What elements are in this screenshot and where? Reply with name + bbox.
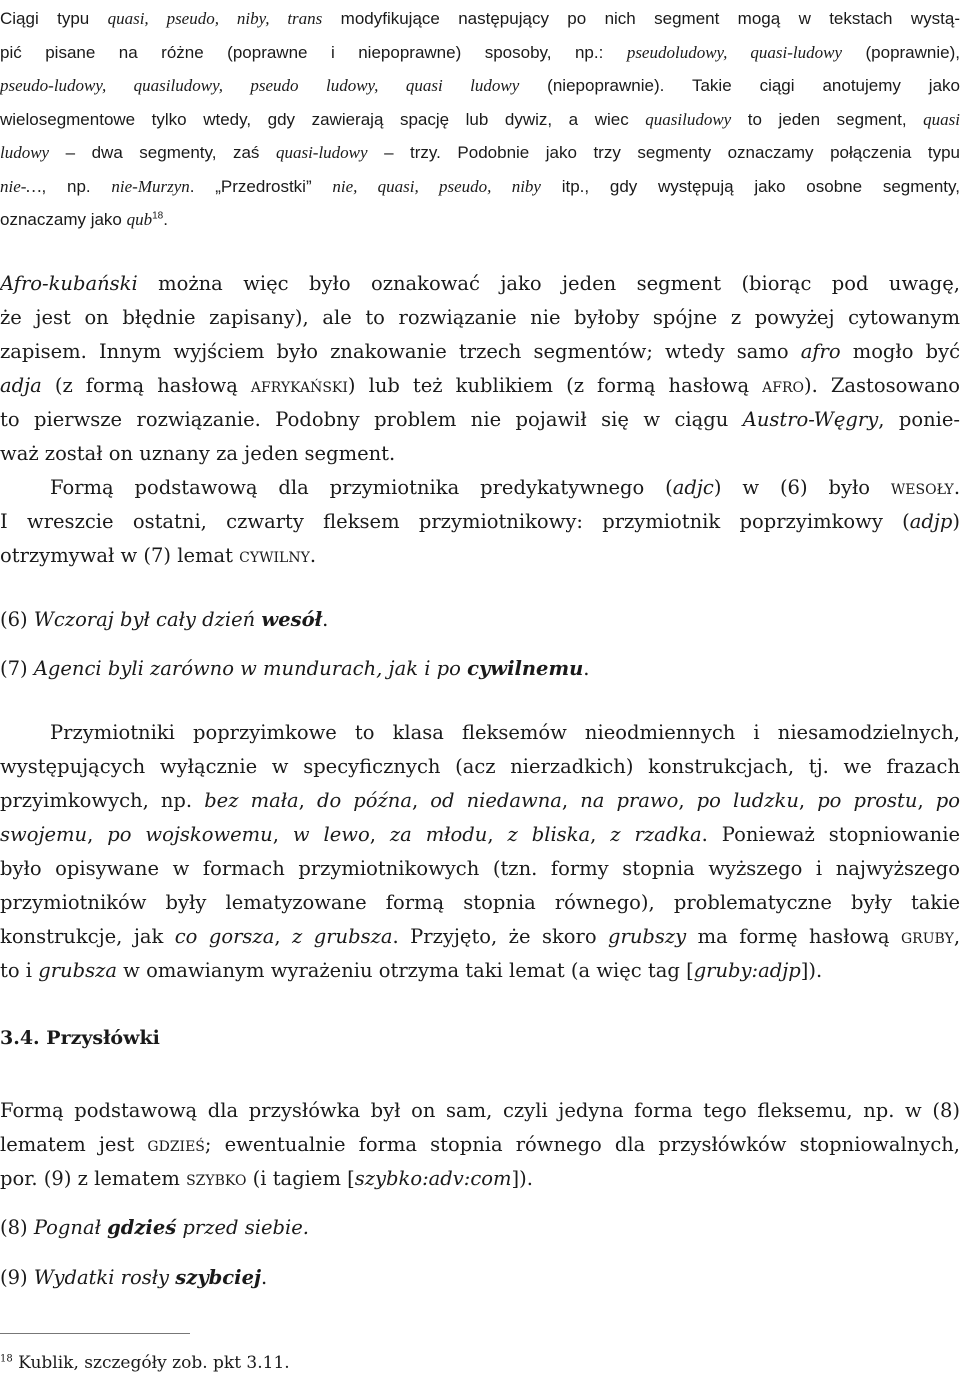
text-line: nie-…, np. nie-Murzyn. „Przedrostki” nie, quasi, pseudo, niby itp., gdy występują jako osobne segmenty, [0, 176, 960, 196]
footnote-18: $^{18}$ Kublik, szczegóły zob. pkt 3.11. [0, 1353, 290, 1373]
text-line: Afro-kubański można więc było oznakować jako jeden segment (biorąc pod uwagę, [0, 272, 960, 295]
text-line: waż został on uznany za jeden segment. [0, 442, 396, 465]
text-line: lematem jest gdzieś; ewentualnie forma stopnia równego dla przysłówków stopniowalnych, [0, 1133, 960, 1156]
text-line: pić pisane na różne (poprawne i niepoprawne) sposoby, np.: pseudoludowy, quasi-ludowy (poprawnie), [0, 42, 960, 62]
text-line: Przymiotniki poprzyimkowe to klasa fleksemów nieodmiennych i niesamodzielnych, [50, 721, 960, 744]
example-8: (8) Pognał gdzieś przed siebie. [0, 1216, 309, 1239]
paragraph-przymiotniki-poprzyimkowe [0, 716, 960, 988]
example-9: (9) Wydatki rosły szybciej. [0, 1266, 268, 1289]
text-line: por. (9) z lematem szybko (i tagiem [szybko:adv:com]). [0, 1167, 533, 1190]
text-line: że jest on błędnie zapisany), ale to rozwiązanie nie byłoby spójne z powyżej cytowanym [0, 306, 960, 329]
text-line: konstrukcje, jak co gorsza, z grubsza. Przyjęto, że skoro grubszy ma formę hasłową gruby, [0, 925, 960, 948]
paragraph-przyslowki [0, 1094, 960, 1196]
example-6: (6) Wczoraj był cały dzień wesół. [0, 608, 329, 631]
text-line: przymiotników były lematyzowane formą stopnia równego), problematyczne były takie [0, 891, 960, 914]
text-line: oznaczamy jako qub$^{18}$. [0, 210, 168, 229]
footnote-number: 18 [0, 1353, 13, 1365]
section-heading: 3.4. Przysłówki [0, 1027, 160, 1049]
text-line: Formą podstawową dla przysłówka był on sam, czyli jedyna forma tego fleksemu, np. w (8) [0, 1099, 960, 1122]
text-line: wielosegmentowe tylko wtedy, gdy zawierają spację lub dywiz, a wiec quasiludowy to jeden segment, quasi [0, 109, 960, 129]
text-line: I wreszcie ostatni, czwarty fleksem przymiotnikowy: przymiotnik poprzyimkowy (adjp) [0, 510, 960, 533]
text-line: Formą podstawową dla przymiotnika predykatywnego (adjc) w (6) było wesoły. [50, 476, 960, 499]
footnote-ref[interactable]: 18 [152, 210, 164, 222]
text-line: przyimkowych, np. bez mała, do późna, od niedawna, na prawo, po ludzku, po prostu, po [0, 789, 960, 812]
text-line: swojemu, po wojskowemu, w lewo, za młodu, z bliska, z rzadka. Ponieważ stopniowanie [0, 823, 960, 846]
text-line: ludowy – dwa segmenty, zaś quasi-ludowy – trzy. Podobnie jako trzy segmenty oznaczamy połączenia typu [0, 143, 960, 162]
paragraph-afro-kubanski [0, 267, 960, 573]
footnote-separator [0, 1333, 190, 1334]
text-line: to pierwsze rozwiązanie. Podobny problem nie pojawił się w ciągu Austro-Węgry, ponie- [0, 408, 960, 431]
text-line: było opisywane w formach przymiotnikowych (tzn. formy stopnia wyższego i najwyższego [0, 857, 960, 880]
example-7: (7) Agenci byli zarówno w mundurach, jak i po cywilnemu. [0, 657, 590, 680]
text-line: Ciągi typu quasi, pseudo, niby, trans modyfikujące następujący po nich segment mogą w tekstach wystą- [0, 9, 960, 28]
text-line: adja (z formą hasłową afrykański) lub też kublikiem (z formą hasłową afro). Zastosowano [0, 374, 960, 397]
text-line: otrzymywał w (7) lemat cywilny. [0, 544, 317, 567]
text-line: pseudo-ludowy, quasiludowy, pseudo ludowy, quasi ludowy (niepoprawnie). Takie ciągi anotujemy jako [0, 76, 960, 95]
text-line: występujących wyłącznie w specyficznych (acz nierzadkich) konstrukcjach, tj. we frazach [0, 755, 960, 778]
text-line: zapisem. Innym wyjściem było znakowanie trzech segmentów; wtedy samo afro mogło być [0, 340, 960, 363]
paragraph-quasi-pseudo [0, 2, 960, 237]
text-line: to i grubsza w omawianym wyrażeniu otrzyma taki lemat (a więc tag [gruby:adjp]). [0, 959, 823, 982]
